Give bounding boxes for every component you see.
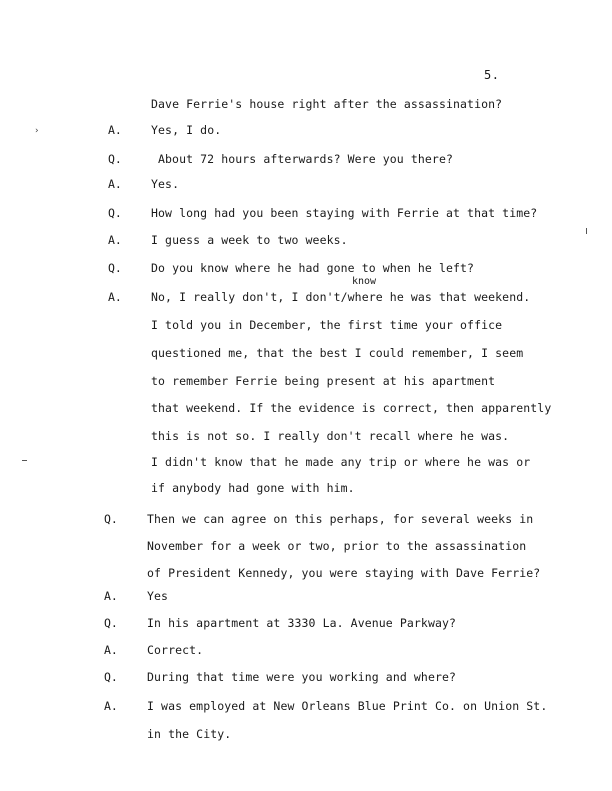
transcript-line: November for a week or two, prior to the assassination (147, 539, 527, 553)
transcript-line: questioned me, that the best I could remember, I seem (151, 346, 524, 360)
speaker-label: A. (104, 589, 118, 603)
speaker-label: A. (108, 290, 122, 304)
transcript-line: I didn't know that he made any trip or where he was or (151, 455, 531, 469)
transcript-line: I was employed at New Orleans Blue Print Co. on Union St. (147, 699, 548, 713)
speaker-label: Q. (108, 152, 122, 166)
transcript-line: Correct. (147, 643, 204, 657)
transcript-line: In his apartment at 3330 La. Avenue Parkway? (147, 616, 457, 630)
margin-mark: › (34, 126, 40, 136)
speaker-label: Q. (104, 616, 118, 630)
interlinear-insertion: know (352, 276, 377, 287)
transcript-line: During that time were you working and where? (147, 670, 457, 684)
transcript-line: this is not so. I really don't recall where he was. (151, 429, 510, 443)
transcript-line: Do you know where he had gone to when he left? (151, 261, 475, 275)
transcript-line: I guess a week to two weeks. (151, 233, 348, 247)
transcript-line: of President Kennedy, you were staying with Dave Ferrie? (147, 566, 541, 580)
speaker-label: A. (104, 643, 118, 657)
transcript-line: I told you in December, the first time your office (151, 318, 503, 332)
speaker-label: A. (108, 177, 122, 191)
speaker-label: A. (104, 699, 118, 713)
page-number: 5. (484, 68, 500, 82)
transcript-line: Then we can agree on this perhaps, for several weeks in (147, 512, 534, 526)
speaker-label: A. (108, 123, 122, 137)
transcript-line: Yes, I do. (151, 123, 222, 137)
speaker-label: Q. (104, 670, 118, 684)
transcript-line: Yes. (151, 177, 180, 191)
speaker-label: A. (108, 233, 122, 247)
speaker-label: Q. (104, 512, 118, 526)
transcript-line: Dave Ferrie's house right after the assassination? (151, 97, 503, 111)
transcript-line: No, I really don't, I don't/where he was that weekend. (151, 290, 531, 304)
transcript-line: that weekend. If the evidence is correct, then apparently (151, 401, 552, 415)
speaker-label: Q. (108, 261, 122, 275)
transcript-line: About 72 hours afterwards? Were you there? (158, 152, 453, 166)
speaker-label: Q. (108, 206, 122, 220)
margin-tick (22, 460, 27, 461)
transcript-line: How long had you been staying with Ferrie at that time? (151, 206, 538, 220)
transcript-line: if anybody had gone with him. (151, 481, 355, 495)
transcript-line: to remember Ferrie being present at his apartment (151, 374, 496, 388)
transcript-line: in the City. (147, 727, 232, 741)
transcript-line: Yes (147, 589, 169, 603)
margin-tick (586, 228, 587, 234)
